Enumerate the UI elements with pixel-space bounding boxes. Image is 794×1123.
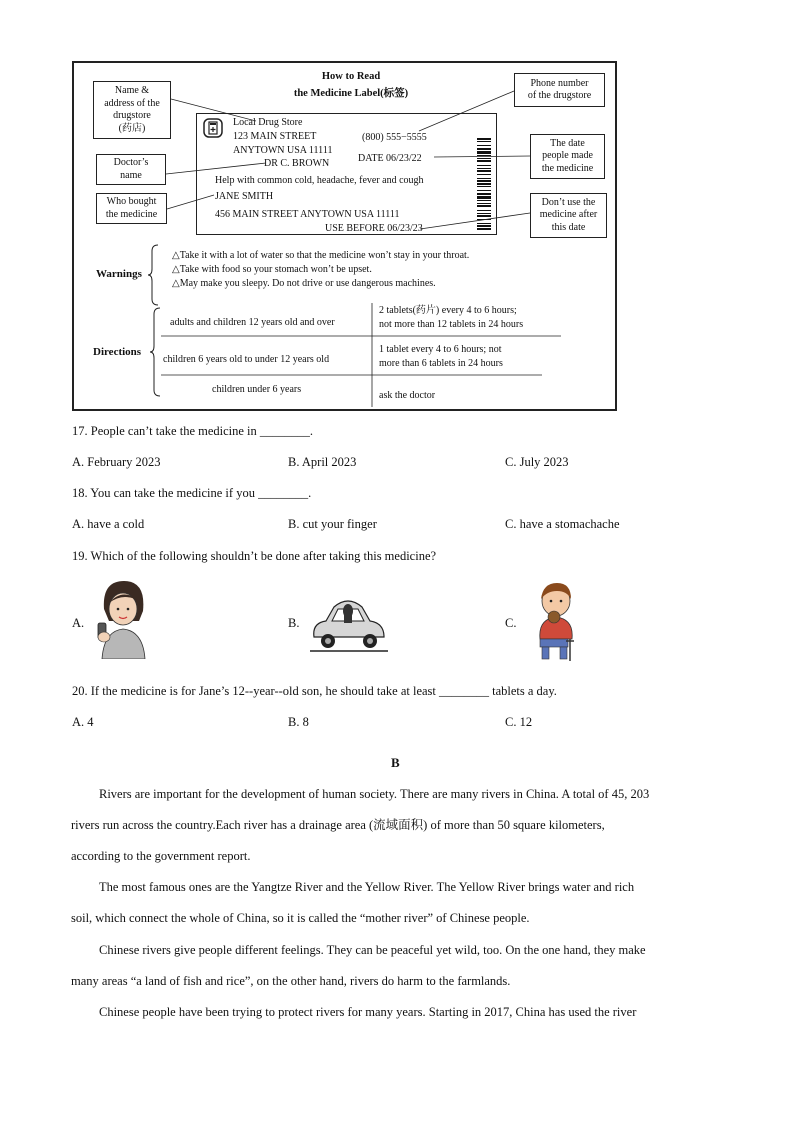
q19-option-c: C. — [505, 616, 517, 630]
section-b-paragraph-4 — [71, 997, 731, 1028]
barcode-icon — [477, 138, 491, 230]
callout-phone-l2: of the drugstore — [527, 90, 592, 101]
callout-dont-use-l3: this date — [551, 221, 586, 233]
directions-row1-who: adults and children 12 years old and over — [170, 317, 335, 328]
woman-phone-icon — [94, 579, 150, 659]
warning-item-3: △May make you sleepy. Do not drive or use dangerous machines. — [172, 278, 436, 289]
callout-who-bought-l1: Who bought — [106, 196, 157, 207]
p2-line2: soil, which connect the whole of China, so it is called the “mother river” of Chinese people. — [71, 911, 530, 925]
p3-line1: Chinese rivers give people different feelings. They can be peaceful yet wild, too. On the one hand, they make — [99, 943, 646, 957]
q20-option-a: A. 4 — [72, 715, 94, 729]
p1-line1: Rivers are important for the development of human society. There are many rivers in China. A total of 45, 203 — [99, 787, 650, 801]
section-b-paragraph-2 — [71, 872, 731, 934]
directions-row1-how-l1: 2 tablets(药片) every 4 to 6 hours; — [379, 305, 517, 316]
p1-line2: rivers run across the country.Each river has a drainage area (流域面积) of more than 50 square kilometers, — [71, 818, 605, 832]
q18-option-b: B. cut your finger — [288, 517, 377, 531]
callout-dont-use — [530, 193, 607, 238]
q19-option-b: B. — [288, 616, 300, 630]
callout-dont-use-l1: Don’t use the — [541, 196, 596, 208]
callout-date-made-l2: people made — [542, 150, 593, 162]
q20-stem: 20. If the medicine is for Jane’s 12--year--old son, he should take at least ________ tablets a day. — [72, 684, 557, 698]
callout-doctor-l2: name — [120, 169, 142, 181]
callout-dont-use-l2: medicine after — [539, 209, 598, 221]
q18-stem: 18. You can take the medicine if you ________. — [72, 486, 312, 500]
callout-doctor — [96, 154, 166, 185]
directions-row2-how-l1: 1 tablet every 4 to 6 hours; not — [379, 344, 502, 355]
patient-address: 456 MAIN STREET ANYTOWN USA 11111 — [215, 209, 400, 220]
callout-date-made-l1: The date — [550, 137, 585, 149]
pharmacy-logo-icon — [203, 118, 223, 138]
section-b-heading: B — [391, 755, 400, 770]
callout-who-bought — [96, 193, 167, 224]
directions-row3-how: ask the doctor — [379, 390, 436, 401]
callout-phone-l1: Phone number — [530, 77, 589, 89]
figure-title-line2: the Medicine Label(标签) — [293, 88, 409, 99]
date-made: DATE 06/23/22 — [358, 153, 422, 164]
doctor-name: DR C. BROWN — [264, 158, 330, 169]
medicine-label-figure — [72, 61, 617, 411]
store-phone: (800) 555−5555 — [362, 132, 427, 143]
directions-row2-how-l2: more than 6 tablets in 24 hours — [379, 358, 503, 369]
figure-title-line1: How to Read — [321, 71, 381, 82]
warning-item-1: △Take it with a lot of water so that the medicine won’t stay in your throat. — [172, 250, 470, 261]
p1-line3: according to the government report. — [71, 849, 251, 863]
usage-text: Help with common cold, headache, fever and cough — [215, 175, 424, 186]
callout-phone — [514, 73, 605, 107]
use-before-date: USE BEFORE 06/23/23 — [325, 223, 423, 234]
q19-stem: 19. Which of the following shouldn’t be done after taking this medicine? — [72, 549, 437, 563]
callout-date-made — [530, 134, 605, 179]
callout-name-address-l4: (药店) — [118, 122, 146, 134]
directions-row1-how-l2: not more than 12 tablets in 24 hours — [379, 319, 524, 330]
q19-option-a: A. — [72, 616, 85, 630]
p3-line2: many areas “a land of fish and rice”, on the other hand, rivers do harm to the farmlands. — [71, 974, 511, 988]
directions-heading: Directions — [93, 346, 142, 358]
medicine-label — [196, 113, 497, 235]
p4-line1: Chinese people have been trying to protect rivers for many years. Starting in 2017, China has used the river — [99, 1005, 637, 1019]
q20-option-b: B. 8 — [288, 715, 309, 729]
callout-name-address-l3: drugstore — [113, 110, 151, 121]
callout-name-address-l2: address of the — [104, 97, 160, 109]
q17-option-a: A. February 2023 — [72, 455, 161, 469]
directions-row2-who: children 6 years old to under 12 years old — [163, 354, 330, 365]
p2-line1: The most famous ones are the Yangtze River and the Yellow River. The Yellow River brings water and rich — [99, 880, 635, 894]
callout-name-address-l1: Name & — [114, 85, 150, 96]
q17-stem: 17. People can’t take the medicine in ________. — [72, 424, 314, 438]
warnings-heading: Warnings — [96, 268, 142, 280]
store-city: ANYTOWN USA 11111 — [233, 145, 333, 156]
directions-row3-who: children under 6 years — [212, 384, 302, 395]
q20-option-c: C. 12 — [505, 715, 533, 729]
callout-doctor-l1: Doctor’s — [113, 157, 149, 168]
q17-option-b: B. April 2023 — [288, 455, 357, 469]
callout-date-made-l3: the medicine — [541, 162, 594, 174]
store-name: Local Drug Store — [233, 117, 303, 128]
section-b-paragraph-1 — [71, 779, 731, 872]
q18-option-c: C. have a stomachache — [505, 517, 620, 531]
patient-name: JANE SMITH — [215, 191, 274, 202]
car-driving-icon — [308, 585, 390, 657]
callout-name-address — [93, 81, 171, 139]
q18-option-a: A. have a cold — [72, 517, 145, 531]
section-b-paragraph-3 — [71, 935, 731, 997]
warning-item-2: △Take with food so your stomach won’t be upset. — [172, 264, 372, 275]
store-street: 123 MAIN STREET — [233, 131, 317, 142]
callout-who-bought-l2: the medicine — [105, 208, 158, 220]
boy-eating-icon — [530, 581, 580, 663]
q17-option-c: C. July 2023 — [505, 455, 569, 469]
